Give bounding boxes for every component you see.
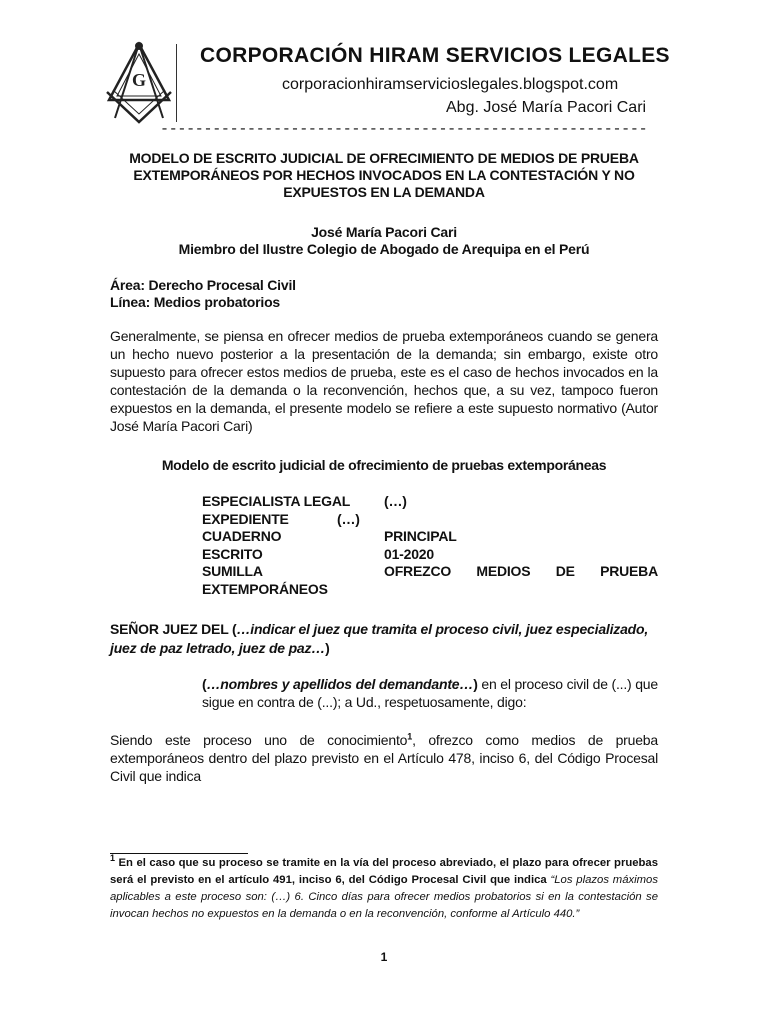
field-value: EXTEMPORÁNEOS bbox=[202, 580, 328, 597]
judge-placeholder: …indicar el juez que tramita el proceso civil, juez especializado, juez de paz letrado, juez de paz… bbox=[110, 621, 649, 656]
plaintiff-intro: (…nombres y apellidos del demandante…) en el proceso civil de (...) que sigue en contra de (...); a Ud., respetuosamente, digo: bbox=[202, 676, 658, 710]
sumilla-word: MEDIOS bbox=[476, 563, 531, 579]
meta-area: Área: Derecho Procesal Civil bbox=[110, 277, 296, 293]
title-line-2: EXTEMPORÁNEOS POR HECHOS INVOCADOS EN LA CONTESTACIÓN Y NO bbox=[133, 167, 635, 183]
field-sumilla-continued bbox=[202, 581, 658, 599]
model-title: Modelo de escrito judicial de ofrecimiento de pruebas extemporáneas bbox=[161, 457, 607, 473]
body-paragraph: Siendo este proceso uno de conocimiento$^1$, ofrezco como medios de prueba extemporáneos dentro del plazo previsto en el Artículo 478, inciso 6, del Código Procesal Civil que indica bbox=[110, 731, 658, 784]
case-fields bbox=[202, 493, 658, 598]
field-cuaderno bbox=[202, 528, 658, 546]
author-name: José María Pacori Cari bbox=[311, 224, 457, 240]
field-sumilla bbox=[202, 563, 658, 581]
field-value: (…) bbox=[384, 493, 407, 509]
sumilla-word: DE bbox=[555, 563, 575, 579]
field-label: SUMILLA bbox=[202, 563, 263, 579]
svg-text:G: G bbox=[131, 70, 147, 90]
meta-line: Línea: Medios probatorios bbox=[110, 294, 281, 310]
masonic-logo-icon bbox=[103, 40, 175, 124]
author-membership: Miembro del Ilustre Colegio de Abogado de Arequipa en el Perú bbox=[178, 241, 590, 257]
field-label: ESCRITO bbox=[202, 545, 263, 562]
field-especialista bbox=[202, 493, 658, 511]
judge-address: SEÑOR JUEZ DEL (…indicar el juez que tramita el proceso civil, juez especializado, juez de paz letrado, juez de paz…) bbox=[110, 621, 649, 656]
field-label: EXPEDIENTE bbox=[202, 510, 289, 527]
document-meta bbox=[110, 277, 296, 311]
sumilla-word: PRUEBA bbox=[600, 563, 658, 579]
field-value bbox=[384, 563, 658, 581]
field-label: ESPECIALISTA LEGAL bbox=[202, 493, 351, 509]
organization-author: Abg. José María Pacori Cari bbox=[446, 99, 647, 116]
intro-paragraph: Generalmente, se piensa en ofrecer medios de prueba extemporáneos cuando se genera un hecho nuevo posterior a la presentación de la demanda; sin embargo, existe otro supuesto para ofrecer estos medios de prueba, este es el caso de hechos invocados en la contestación de la demanda o la reconvención, hechos que, a su vez, tampoco fueron expuestos en la demanda, el presente modelo se refiere a este supuesto normativo (Autor José María Pacori Cari) bbox=[110, 328, 658, 434]
sumilla-word: OFREZCO bbox=[384, 563, 452, 579]
organization-name: CORPORACIÓN HIRAM SERVICIOS LEGALES bbox=[200, 44, 670, 67]
footnote: $^1$ En el caso que su proceso se tramite en la vía del proceso abreviado, el plazo para ofrecer pruebas será el previsto en el artículo 491, inciso 6, del Código Procesal Civil que indica “Los plazos máximos aplicables a este proceso son: (…) 6. Cinco días para ofrecer medios probatorios si en la contestación se invocan hechos no expuestos en la demanda o en la reconvención, conforme al Artículo 440.” bbox=[110, 853, 658, 920]
footnote-rule bbox=[110, 853, 248, 854]
page-number: 1 bbox=[380, 950, 388, 964]
footnote-quote: “Los plazos máximos aplicables a este proceso son: (…) 6. Cinco días para ofrecer medios probatorios si en la contestación se invocan hechos no expuestos en la demanda o en la reconvención, conforme al Artículo 440.” bbox=[110, 874, 658, 920]
field-escrito bbox=[202, 546, 658, 564]
title-line-3: EXPUESTOS EN LA DEMANDA bbox=[283, 184, 485, 200]
field-value: 01-2020 bbox=[384, 545, 434, 562]
plaintiff-placeholder: …nombres y apellidos del demandante… bbox=[206, 676, 474, 692]
field-expediente bbox=[202, 511, 658, 529]
author-block bbox=[110, 224, 658, 258]
title-line-1: MODELO DE ESCRITO JUDICIAL DE OFRECIMIENTO DE MEDIOS DE PRUEBA bbox=[129, 150, 639, 166]
field-label: CUADERNO bbox=[202, 528, 282, 544]
field-value: (…) bbox=[337, 510, 360, 527]
header-separator: -------------------------------------------------------- bbox=[160, 121, 648, 138]
footnote-reference[interactable]: 1 bbox=[407, 731, 413, 742]
header-divider bbox=[176, 44, 177, 122]
organization-url: corporacionhiramservicioslegales.blogspot.com bbox=[282, 76, 619, 93]
field-value: PRINCIPAL bbox=[384, 528, 457, 544]
document-title bbox=[110, 150, 658, 201]
footnote-number: 1 bbox=[110, 853, 116, 864]
